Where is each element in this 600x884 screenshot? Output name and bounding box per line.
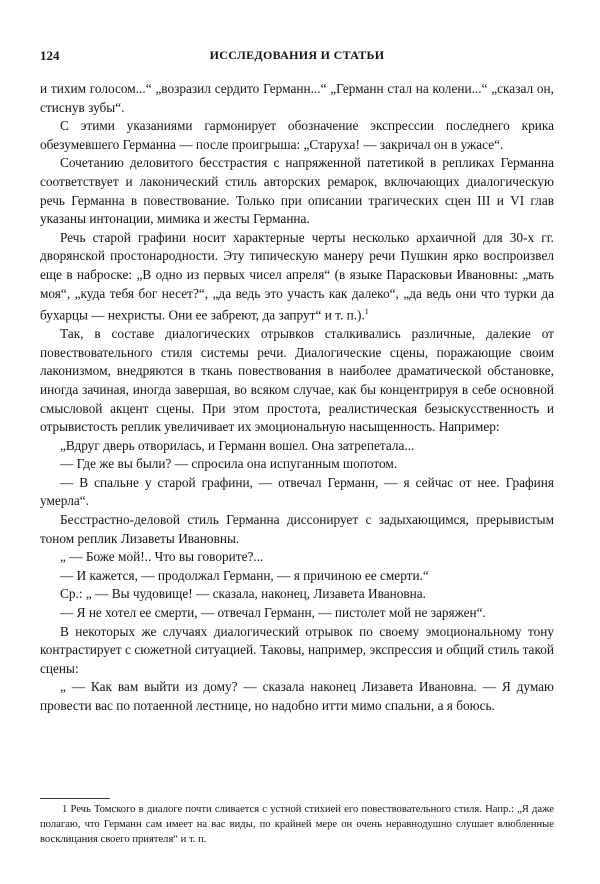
footnote: 1 Речь Томского в диалоге почти сливается с устной стихией его повествовательного стиля. Напр.: „Я даже полагаю, что Германн сам имеет на вас виды, по крайней мере он очень неравнодушно слушает влюбленные восклицания своего приятеля“ и т. п. (40, 804, 554, 845)
paragraph: — И кажется, — продолжал Германн, — я причиною ее смерти.“ (60, 567, 429, 583)
paragraph: — В спальне у старой графини, — отвечал Германн, — я сейчас от нее. Графиня умерла“. (40, 474, 554, 509)
paragraph: и тихим голосом...“ „возразил сердито Германн...“ „Германн стал на колени...“ „сказал он, стиснув зубы“. (40, 81, 554, 115)
paragraph: „ — Боже мой!.. Что вы говорите?... (60, 549, 264, 565)
body-text (40, 80, 554, 716)
paragraph: — Я не хотел ее смерти, — отвечал Германн, — пистолет мой не заряжен“. (60, 605, 486, 621)
book-page (40, 0, 554, 884)
running-head: ИССЛЕДОВАНИЯ И СТАТЬИ (209, 48, 385, 62)
footnotes (40, 802, 554, 847)
paragraph: Ср.: „ — Вы чудовище! — сказала, наконец, Лизавета Ивановна. (60, 586, 426, 602)
footnote-marker: 1 (364, 307, 369, 317)
paragraph: Сочетанию деловитого бесстрастия с напряженной патетикой в репликах Германна соответствует и лаконический стиль авторских ремарок, включающих диалогическую речь Германна в повествование. Только при описании трагических сцен III и VI глав указаны интонации, мимика и жесты Германна. (40, 155, 554, 227)
paragraph: Бесстрастно-деловой стиль Германна диссонирует с задыхающимся, прерывистым тоном реплик Лизаветы Ивановны. (40, 512, 554, 546)
paragraph: — Где же вы были? — спросила она испуганным шопотом. (60, 456, 398, 472)
paragraph: С этими указаниями гармонирует обозначение экспрессии последнего крика обезумевшего Германна — после проигрыша: „Старуха! — закричал он в ужасе“. (40, 118, 554, 152)
paragraph: „Вдруг дверь отворилась, и Германн вошел. Она затрепетала... (60, 437, 415, 453)
paragraph: Так, в составе диалогических отрывков сталкивались различные, далекие от повествовательного стиля системы речи. Диалогические сцены, поражающие своим лаконизмом, внедряются в ткань повествования в наиболее драматической обстановке, иногда зачиная, иногда завершая, во всяком случае, как бы концентрируя в себе основной смысловой акцент сцены. При этом простота, реалистическая безыскусственность и отрывистость реплик увеличивает их эмоциональную насыщенность. Например: (40, 326, 554, 435)
page-header (40, 48, 554, 72)
paragraph-text: Речь старой графини носит характерные черты несколько архаичной для 30-х гг. дворянской простонародности. Эту типическую манеру речи Пушкин ярко воспроизвел еще в наброске: „В одно из первых чисел апреля“ (в языке Парасковьи Ивановны: „мать моя“, „куда тебя бог несет?“, „да ведь это участь как далеко“, „да ведь они что турки да бухарцы — нехристы. Они ее забреют, да запрут“ и т. п.). (40, 229, 554, 323)
paragraph: „ — Как вам выйти из дому? — сказала наконец Лизавета Ивановна. — Я думаю провести вас по потаенной лестнице, но надобно итти мимо спальни, а я боюсь. (40, 679, 554, 714)
footnote-divider (40, 798, 110, 799)
paragraph: В некоторых же случаях диалогический отрывок по своему эмоциональному тону контрастирует с сюжетной ситуацией. Таковы, например, экспрессия и общий стиль такой сцены: (40, 623, 554, 676)
page-number: 124 (40, 48, 60, 63)
paragraph (40, 229, 554, 325)
